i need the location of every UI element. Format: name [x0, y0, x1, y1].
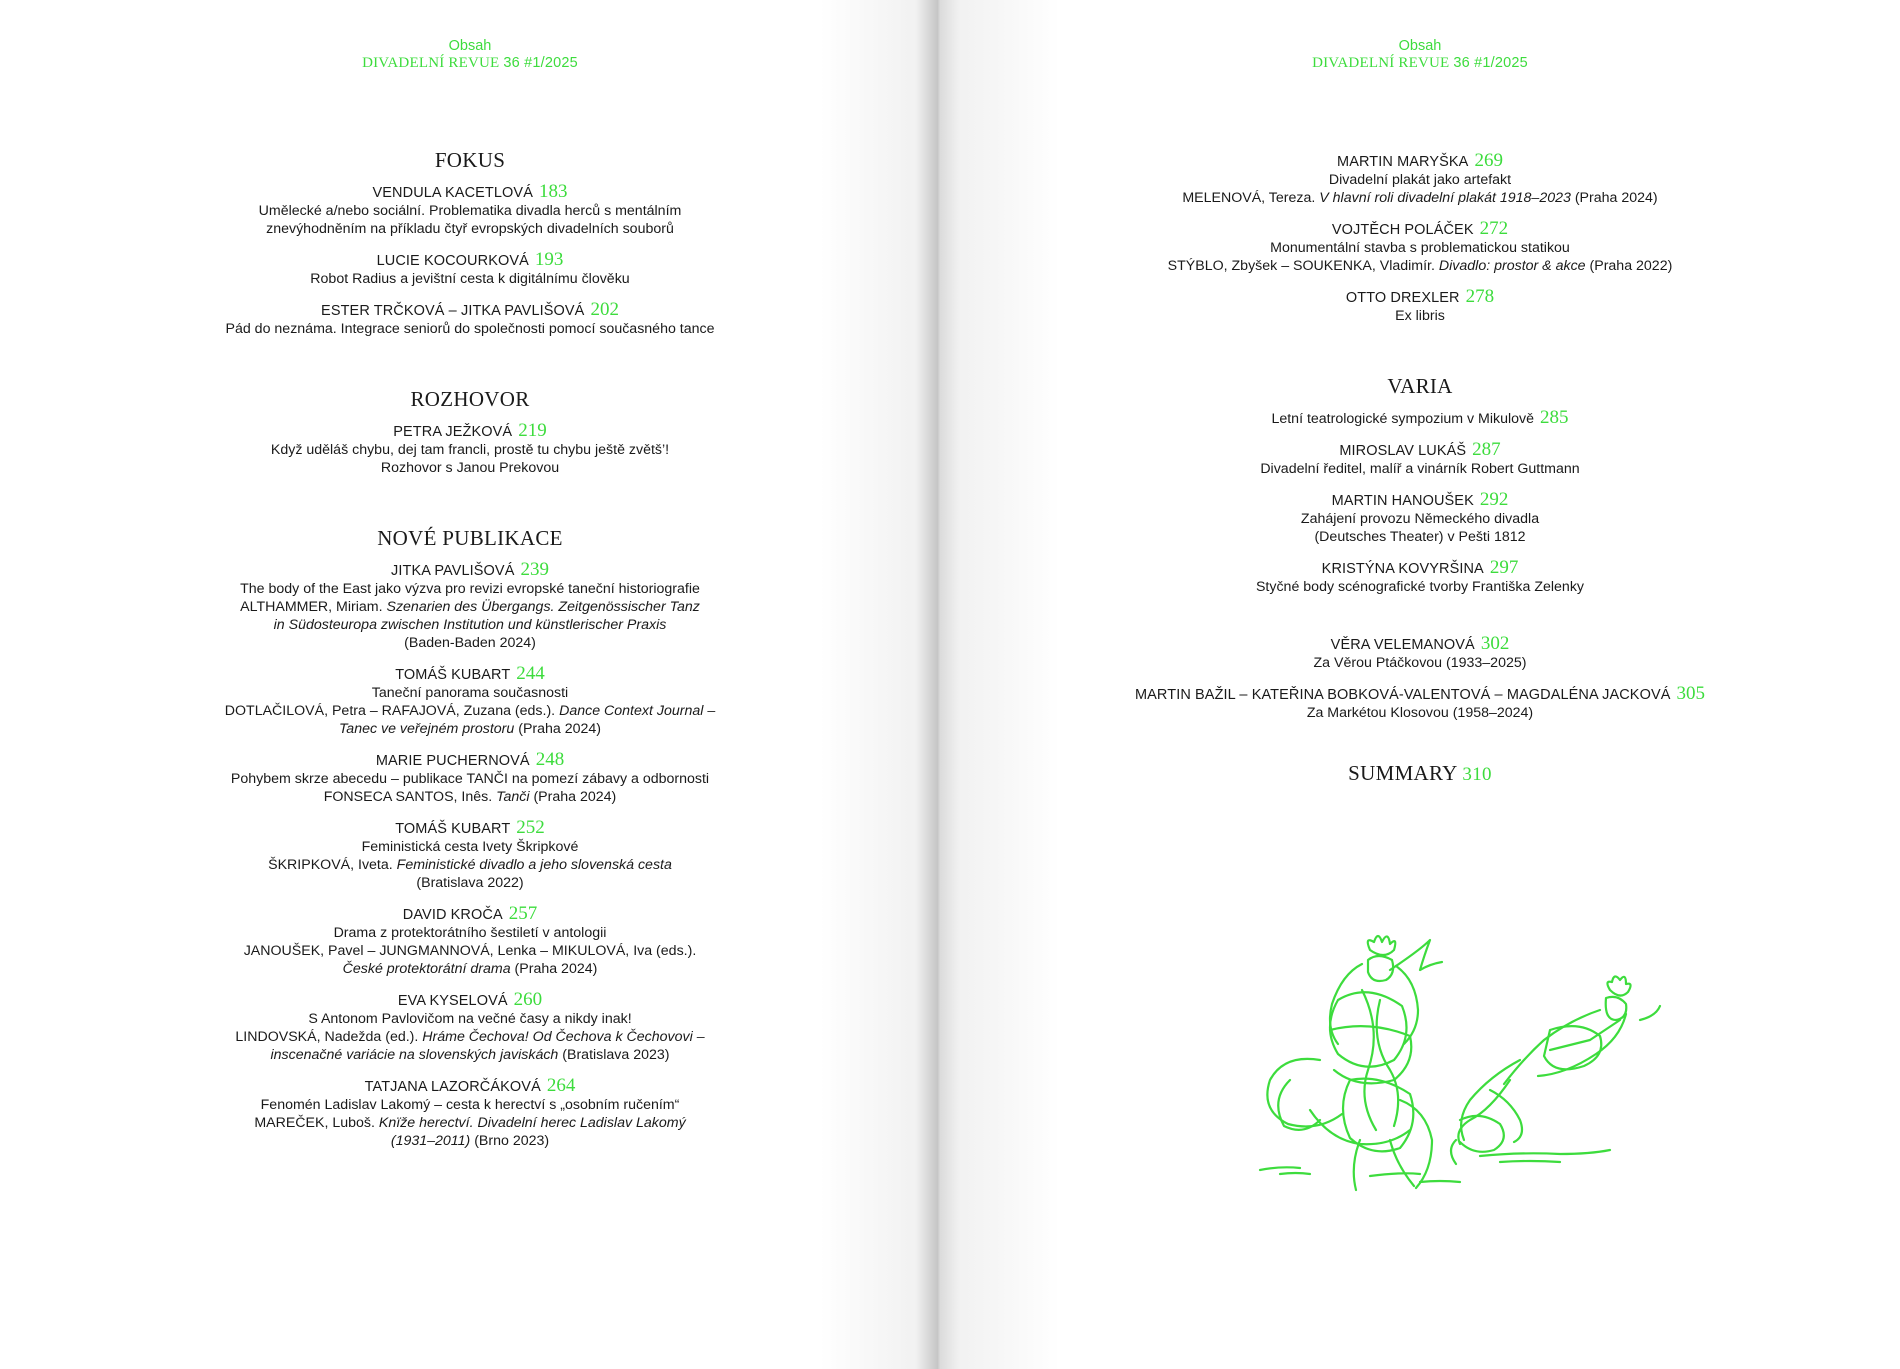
- toc-entry[interactable]: MIROSLAV LUKÁŠ 287 Divadelní ředitel, malíř a vinárník Robert Guttmann: [1260, 439, 1580, 477]
- toc-entry[interactable]: MARTIN BAŽIL – KATEŘINA BOBKOVÁ-VALENTOVÁ – MAGDALÉNA JACKOVÁ 305 Za Markétou Klosovou (1958–2024): [1134, 683, 1705, 721]
- toc-entry[interactable]: Letní teatrologické sympozium v Mikulově 285: [1271, 407, 1569, 428]
- toc-entry[interactable]: OTTO DREXLER 278 Ex libris: [1345, 286, 1495, 324]
- running-head-series: DIVADELNÍ REVUE 36 #1/2025: [1312, 55, 1528, 71]
- running-head-label: Obsah: [448, 38, 492, 54]
- running-head-right: [940, 38, 1900, 72]
- toc-entry[interactable]: KRISTÝNA KOVYRŠINA 297 Styčné body scénografické tvorby Františka Zelenky: [1255, 557, 1585, 595]
- toc-left: [0, 148, 940, 1163]
- toc-entry[interactable]: MARTIN HANOUŠEK 292 Zahájení provozu Německého divadla (Deutsches Theater) v Pešti 1812: [1300, 489, 1540, 545]
- toc-entry[interactable]: MARIE PUCHERNOVÁ 248 Pohybem skrze abecedu – publikace TANČI na pomezí zábavy a odbornosti FONSECA SANTOS, Inês. Tanči (Praha 2024): [230, 749, 710, 805]
- toc-entry[interactable]: DAVID KROČA 257 Drama z protektorátního šestiletí v antologii JANOUŠEK, Pavel – JUNGMANNOVÁ, Lenka – MIKULOVÁ, Iva (eds.). České protektorátní drama (Praha 2024): [243, 903, 697, 977]
- toc-entry[interactable]: TOMÁŠ KUBART 244 Taneční panorama současnosti DOTLAČILOVÁ, Petra – RAFAJOVÁ, Zuzana (eds.). Dance Context Journal – Tanec ve veřejném prostoru (Praha 2024): [224, 663, 716, 737]
- toc-entry[interactable]: TOMÁŠ KUBART 252 Feministická cesta Ivety Škripkové ŠKRIPKOVÁ, Iveta. Feministické divadlo a jeho slovenská cesta (Bratislava 2022): [268, 817, 672, 891]
- toc-right: [940, 152, 1900, 796]
- toc-entry[interactable]: ESTER TRČKOVÁ – JITKA PAVLIŠOVÁ 202 Pád do neznáma. Integrace seniorů do společnosti pomocí současného tance: [225, 299, 715, 337]
- toc-entry[interactable]: VĚRA VELEMANOVÁ 302 Za Věrou Ptáčkovou (1933–2025): [1313, 633, 1527, 671]
- section-title-rozhovor: ROZHOVOR: [410, 387, 530, 411]
- section-title-nove-publikace: NOVÉ PUBLIKACE: [377, 526, 563, 550]
- section-title-summary[interactable]: SUMMARY 310: [1348, 761, 1492, 785]
- section-title-fokus: FOKUS: [434, 148, 506, 172]
- toc-entry[interactable]: PETRA JEŽKOVÁ 219 Když uděláš chybu, dej tam francli, prostě tu chybu ještě zvětš’! Rozhovor s Janou Prekovou: [270, 420, 670, 476]
- toc-entry[interactable]: VENDULA KACETLOVÁ 183 Umělecké a/nebo sociální. Problematika divadla herců s mentálním znevýhodněním na příkladu čtyř evropských divadelních souborů: [258, 181, 682, 237]
- toc-entry[interactable]: VOJTĚCH POLÁČEK 272 Monumentální stavba s problematickou statikou STÝBLO, Zbyšek – SOUKENKA, Vladimír. Divadlo: prostor & akce (Praha 2022): [1167, 218, 1673, 274]
- left-page: [0, 0, 940, 1369]
- toc-entry[interactable]: TATJANA LAZORČÁKOVÁ 264 Fenomén Ladislav Lakomý – cesta k herectví s „osobním ručením“ MAREČEK, Luboš. Knïže herectví. Divadelní herec Ladislav Lakomý (1931–2011) (Brno 2023): [254, 1075, 686, 1149]
- dancers-sketch-illustration: [1250, 930, 1670, 1200]
- running-head-series: DIVADELNÍ REVUE 36 #1/2025: [362, 55, 578, 71]
- toc-entry[interactable]: MARTIN MARYŠKA 269 Divadelní plakát jako artefakt MELENOVÁ, Tereza. V hlavní roli divadelní plakát 1918–2023 (Praha 2024): [1182, 150, 1658, 206]
- section-title-varia: VARIA: [1387, 374, 1453, 398]
- toc-entry[interactable]: LUCIE KOCOURKOVÁ 193 Robot Radius a jevištní cesta k digitálnímu člověku: [310, 249, 630, 287]
- toc-entry[interactable]: EVA KYSELOVÁ 260 S Antonom Pavlovičom na večné časy a nikdy inak! LINDOVSKÁ, Nadežda (ed.). Hráme Čechova! Od Čechova k Čechovovi – inscenačné variácie na slovenských javiskách (Bratislava 2023): [235, 989, 705, 1063]
- toc-entry[interactable]: JITKA PAVLIŠOVÁ 239 The body of the East jako výzva pro revizi evropské taneční historiografie ALTHAMMER, Miriam. Szenarien des Übergangs. Zeitgenössischer Tanz in Südosteuropa zwischen Institution und künstlerischer Praxis (Baden-Baden 2024): [240, 559, 700, 651]
- running-head-left: [0, 38, 940, 72]
- running-head-label: Obsah: [1398, 38, 1442, 54]
